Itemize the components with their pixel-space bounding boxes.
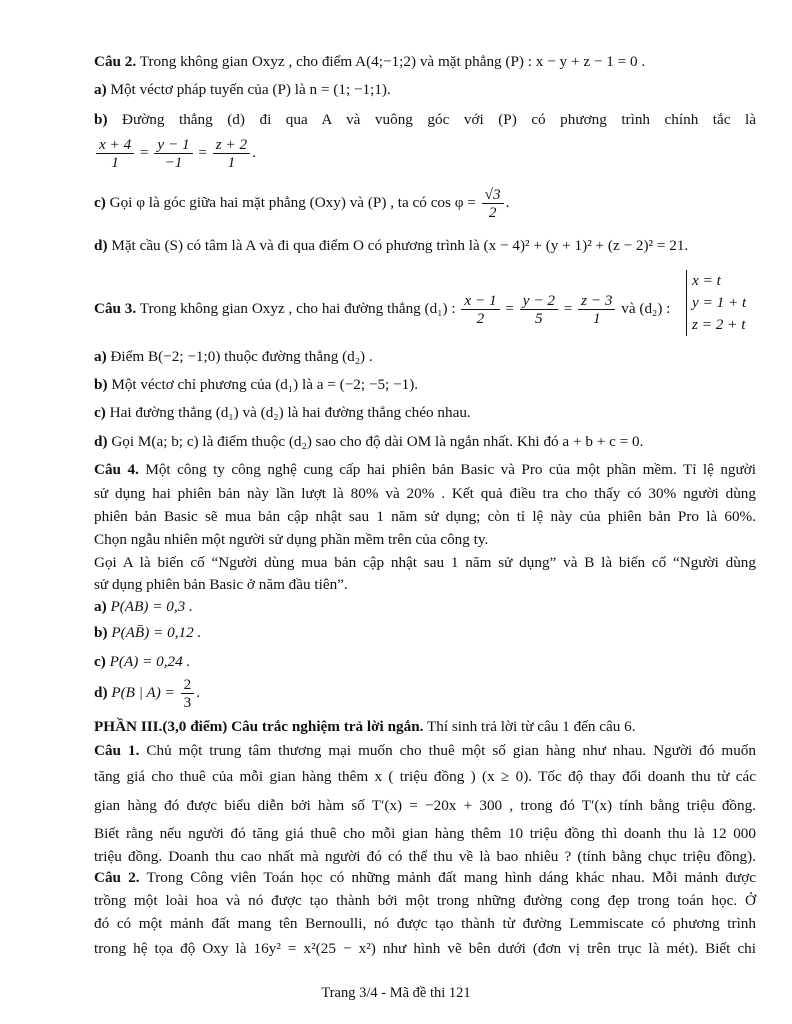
- q4-line-6: sử dụng phiên bản Basic ở năm đầu tiên”.: [94, 576, 348, 593]
- q3-d: d) Gọi M(a; b; c) là điểm thuộc (d₂) sao cho độ dài OM là ngắn nhất. Khi đó a + b + c = 0.: [94, 433, 644, 450]
- p3q2-line-2: trồng một loài hoa và nó được tạo thành bởi một trong những đường cong đẹp trong toán học. Ở: [94, 892, 756, 909]
- q4-c: c) P(A) = 0,24 .: [94, 653, 191, 670]
- p3q1-line-3: gian hàng đó được biểu diễn bởi hàm số T′(x) = −20x + 300 , trong đó T′(x) tính bằng triệu đồng.: [94, 797, 756, 814]
- q4-line-5: Gọi A là biến cố “Người dùng mua bản cập nhật sau 1 năm sử dụng” và B là biến cố “Người dùng: [94, 554, 756, 571]
- q3-b: b) Một véctơ chỉ phương của (d₁) là a = (−2; −5; −1).: [94, 376, 419, 393]
- q3-a: a) Điểm B(−2; −1;0) thuộc đường thẳng (d₂) .: [94, 348, 373, 365]
- q4-line-1: Câu 4. Một công ty công nghệ cung cấp hai phiên bản Basic và Pro của một phần mềm. Tỉ lệ người: [94, 461, 756, 478]
- p3q1-line-2: tăng giá cho thuê của mỗi gian hàng thêm x ( triệu đồng ) (x ≥ 0). Tốc độ thay đổi doanh thu từ các: [94, 768, 756, 785]
- q2-intro: Câu 2. Trong không gian Oxyz , cho điểm A(4;−1;2) và mặt phẳng (P) : x − y + z − 1 = 0 .: [94, 53, 646, 70]
- page-footer: Trang 3/4 - Mã đề thi 121: [321, 985, 471, 1001]
- q2-b-equation: $\frac{x + 4}{1}$ = $\frac{y - 1}{-1}$ = $\frac{z + 2}{1}$ .: [94, 136, 756, 171]
- p3q2-line-1: Câu 2. Trong Công viên Toán học có những mảnh đất mang hình dáng khác nhau. Mỗi mảnh được: [94, 869, 757, 886]
- q2-c: c) Gọi φ là góc giữa hai mặt phẳng (Oxy) và (P) , ta có cos φ = $\frac{√3}{2}$ .: [94, 186, 510, 221]
- q3-d2-system: x = t y = 1 + t z = 2 + t: [686, 270, 746, 336]
- p3q1-line-1: Câu 1. Chủ một trung tâm thương mại muốn cho thuê một số gian hàng như nhau. Người đó muốn: [94, 742, 756, 759]
- q3-intro: Câu 3. Trong không gian Oxyz , cho hai đường thẳng (d₁) : $\frac{x - 1}{2}$ = $\frac{y - 2}{5}$ = $\frac{z - 3}{1}$ và (d₂) :: [94, 292, 671, 327]
- q2-b: b) Đường thẳng (d) đi qua A và vuông góc với (P) có phương trình chính tắc là: [94, 111, 756, 128]
- part3-heading: PHẦN III.(3,0 điểm) Câu trắc nghiệm trả lời ngắn. Thí sinh trả lời từ câu 1 đến câu 6.: [94, 718, 636, 735]
- q4-d: d) P(B | A) = $\frac{2}{3}$ .: [94, 676, 200, 711]
- q3-c: c) Hai đường thẳng (d₁) và (d₂) là hai đường thẳng chéo nhau.: [94, 404, 471, 421]
- p3q1-line-4: Biết rằng nếu người đó tăng giá thuê cho mỗi gian hàng thêm 10 triệu đồng thì doanh thu là 12 000: [94, 825, 756, 842]
- q4-line-3: phiên bản Basic sẽ mua bản cập nhật sau 1 năm sử dụng; còn tỉ lệ này của phiên bản Pro là 60%.: [94, 508, 756, 525]
- q4-b: b) P(AB̄) = 0,12 .: [94, 624, 202, 641]
- q4-a: a) P(AB) = 0,3 .: [94, 598, 193, 615]
- p3q2-line-3: đó có một mảnh đất mang tên Bernoulli, nó được tạo thành từ đường Lemmiscate có phương trình: [94, 915, 756, 932]
- p3q2-line-4: trong hệ tọa độ Oxy là 16y² = x²(25 − x²) như hình vẽ bên dưới (đơn vị trên trục là mét). Biết chi: [94, 940, 756, 957]
- p3q1-line-5: triệu đồng. Doanh thu cao nhất mà người đó có thể thu về là bao nhiêu ? (tính bằng chục triệu đồng).: [94, 848, 756, 865]
- q2-d: d) Mặt cầu (S) có tâm là A và đi qua điểm O có phương trình là (x − 4)² + (y + 1)² + (z − 2)² = 21.: [94, 237, 689, 254]
- q4-line-4: Chọn ngẫu nhiên một người sử dụng phần mềm trên của công ty.: [94, 531, 489, 548]
- q4-line-2: sử dụng hai phiên bản này lần lượt là 80% và 20% . Kết quả điều tra cho thấy có 30% người dùng: [94, 485, 756, 502]
- q2-a: a) Một véctơ pháp tuyến của (P) là n = (1; −1;1).: [94, 81, 391, 98]
